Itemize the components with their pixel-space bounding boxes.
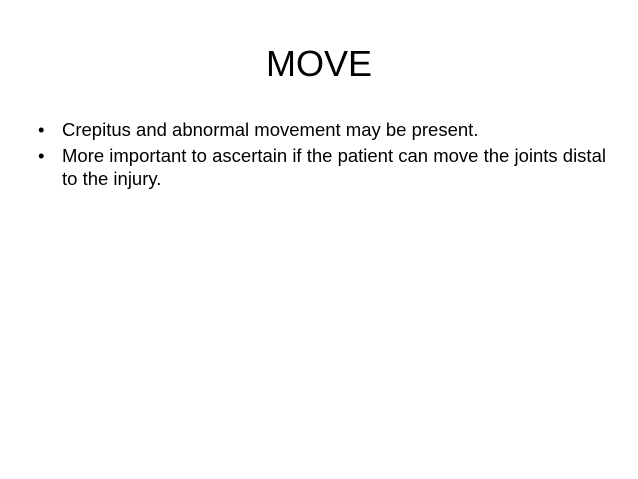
bullet-item bbox=[38, 144, 608, 190]
bullet-list bbox=[38, 118, 608, 193]
bullet-text: Crepitus and abnormal movement may be present. bbox=[62, 119, 479, 140]
slide-title: MOVE bbox=[265, 43, 372, 84]
bullet-dot-icon: • bbox=[38, 119, 45, 140]
bullet-dot-icon: • bbox=[38, 145, 45, 166]
bullet-item bbox=[38, 118, 608, 141]
bullet-text: More important to ascertain if the patient can move the joints distal to the injury. bbox=[62, 145, 606, 189]
